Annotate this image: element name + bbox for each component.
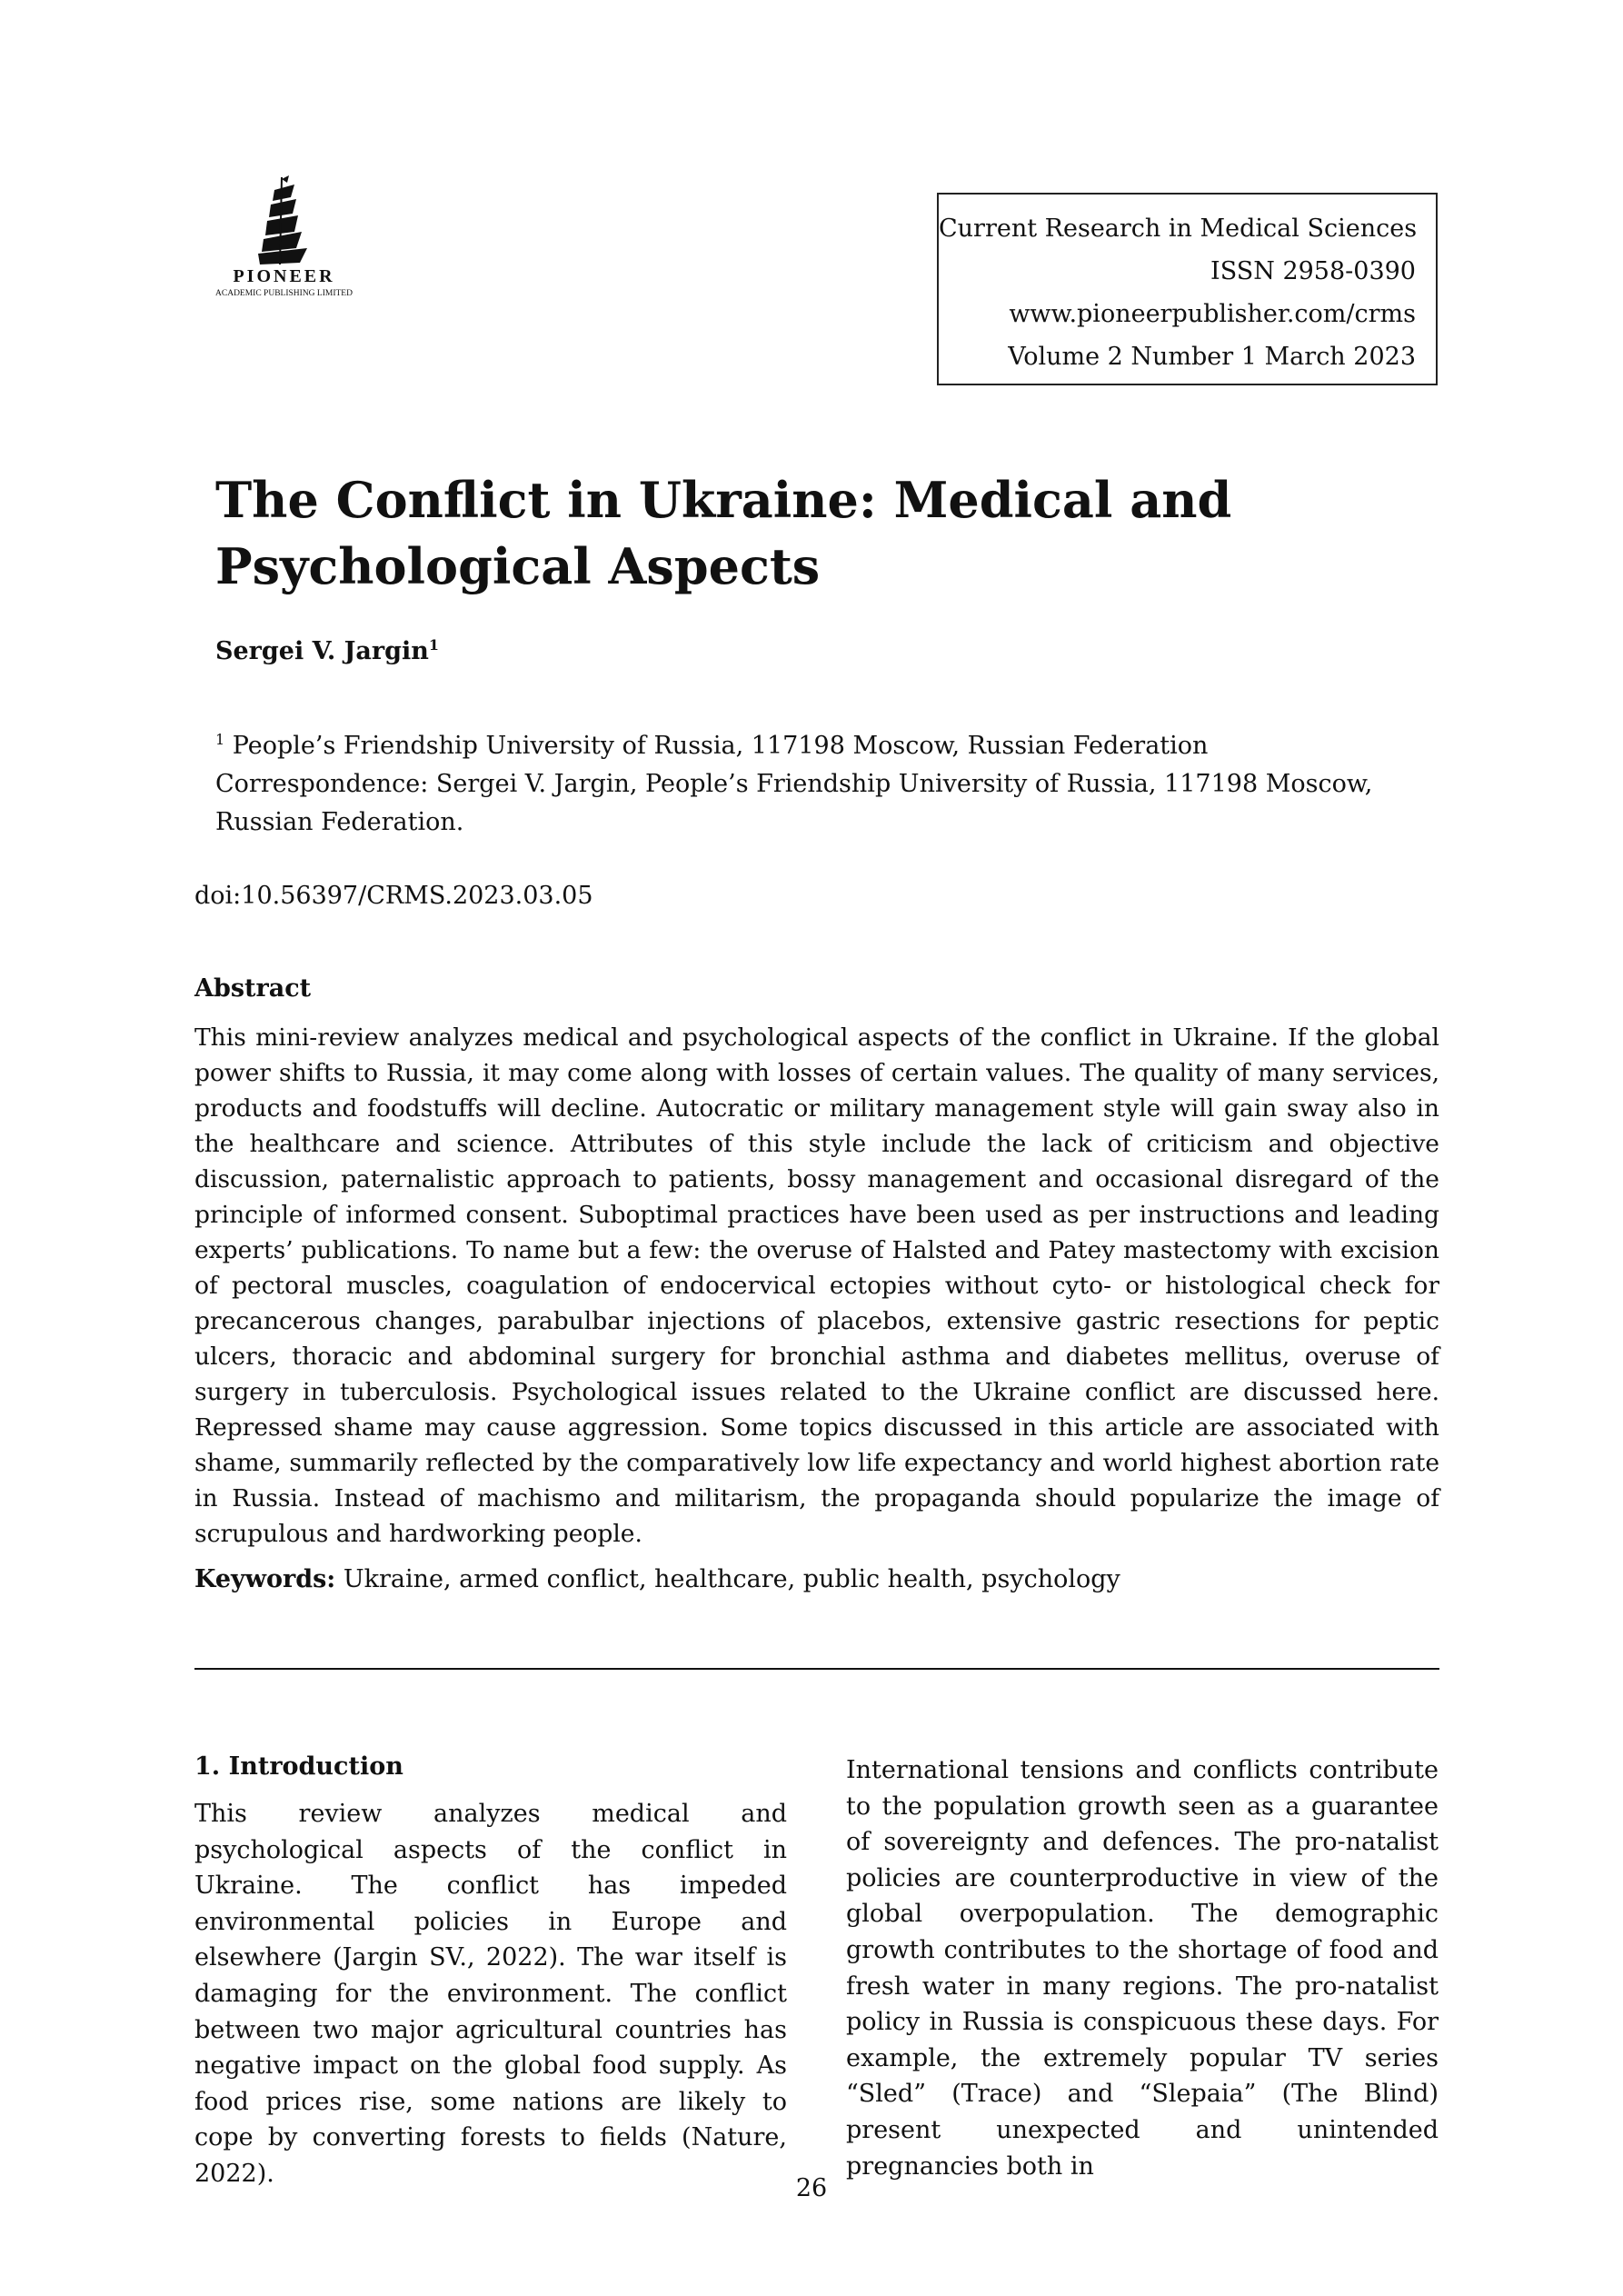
article-author [215,636,439,665]
publisher-name: PIONEER [233,266,335,286]
author-name: Sergei V. Jargin [215,637,429,665]
section-divider [194,1668,1439,1670]
author-superscript: 1 [428,636,440,654]
article-title: The Conflict in Ukraine: Medical and Psychological Aspects [215,471,1232,595]
abstract-heading: Abstract [194,974,312,1003]
sailing-ship-icon [254,175,314,266]
abstract-text: This mini-review analyzes medical and psychological aspects of the conflict in Ukraine. If the global power shifts to Russia, it may come along with losses of certain values. The quality of many services, products and foodstuffs will decline. Autocratic or military management style will gain sway also in the healthcare and science. Attributes of this style include the lack of criticism and objective discussion, paternalistic approach to patients, bossy management and occasional disregard of the principle of informed consent. Suboptimal practices have been used as per instructions and leading experts’ publications. To name but a few: the overuse of Halsted and Patey mastectomy with excision of pectoral muscles, coagulation of endocervical ectopies without cyto- or histological check for precancerous changes, parabulbar injections of placebos, extensive gastric resections for peptic ulcers, thoracic and abdominal surgery for bronchial asthma and diabetes mellitus, overuse of surgery in tuberculosis. Psychological issues related to the Ukraine conflict are discussed here. Repressed shame may cause aggression. Some topics discussed in this article are associated with shame, summarily reflected by the comparatively low life expectancy and world highest abortion rate in Russia. Instead of machismo and militarism, the propaganda should popularize the image of scrupulous and hardworking people. [194,1023,1439,1548]
affiliation [215,721,1442,765]
introduction-left-column: This review analyzes medical and psychological aspects of the conflict in Ukraine. The conflict has impeded environmental policies in Europe and elsewhere (Jargin SV., 2022). The war itself is damaging for the environment. The conflict between two major agricultural countries has negative impact on the global food supply. As food prices rise, some nations are likely to cope by converting forests to fields (Nature, 2022). [194,1800,787,2188]
keywords-label: Keywords: [194,1565,336,1593]
journal-issn: ISSN 2958-0390 [1210,257,1416,285]
page-number: 26 [795,2174,828,2202]
affiliation-text: People’s Friendship University of Russia, 117198 Moscow, Russian Federation [224,732,1209,760]
publisher-subtitle: ACADEMIC PUBLISHING LIMITED [215,289,353,298]
affiliation-block [215,721,1442,842]
correspondence: Correspondence: Sergei V. Jargin, People’s Friendship University of Russia, 117198 Moscow, Russian Federation. [215,770,1373,836]
journal-url[interactable]: www.pioneerpublisher.com/crms [1009,300,1416,328]
journal-name: Current Research in Medical Sciences [939,215,1418,243]
publisher-logo [195,175,373,307]
introduction-right-column: International tensions and conflicts contribute to the population growth seen as a guarantee of sovereignty and defences. The pro-natalist policies are counterproductive in view of the global overpopulation. The demographic growth contributes to the shortage of food and fresh water in many regions. The pro-natalist policy in Russia is conspicuous these days. For example, the extremely popular TV series “Sled” (Trace) and “Slepaia” (The Blind) present unexpected and unintended pregnancies both in [846,1756,1439,2181]
introduction-heading: 1. Introduction [194,1752,403,1781]
keywords [194,1565,1120,1593]
keywords-list: Ukraine, armed conflict, healthcare, public health, psychology [335,1565,1120,1593]
affiliation-superscript: 1 [215,731,225,748]
journal-issue: Volume 2 Number 1 March 2023 [1008,343,1416,371]
journal-info-box [937,193,1438,385]
article-doi[interactable]: doi:10.56397/CRMS.2023.03.05 [194,882,593,910]
